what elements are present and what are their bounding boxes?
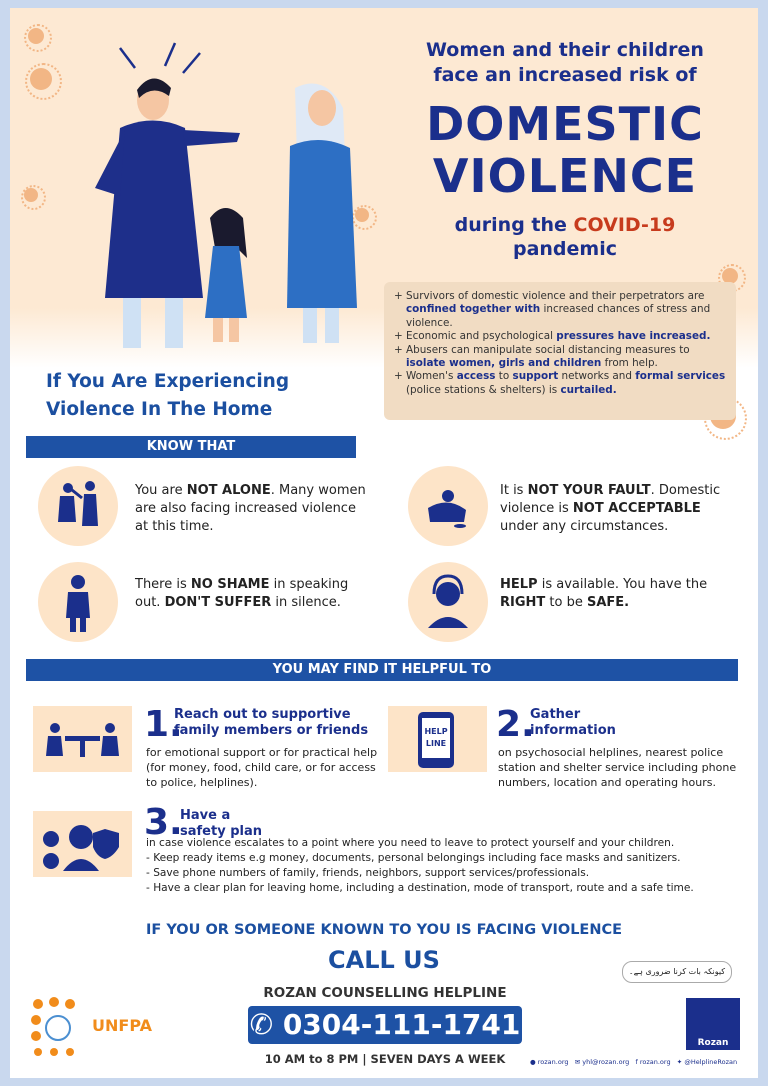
step-number: 2. <box>496 704 535 745</box>
people-at-table-icon <box>33 706 132 772</box>
icon-circle <box>408 466 488 546</box>
facing-violence-heading: IF YOU OR SOMEONE KNOWN TO YOU IS FACING VIOLENCE <box>145 922 623 938</box>
fact-item: + Women's access to support networks and formal services (police stations & shelters) is curtailed. <box>394 370 728 397</box>
headline-main: DOMESTIC VIOLENCE <box>426 97 704 203</box>
masked-people-icon <box>33 811 132 877</box>
step-body: on psychosocial helplines, nearest police station and shelter service including phone numbers, location and operating hours. <box>498 746 737 789</box>
step-number: 1. <box>144 704 183 745</box>
icon-square <box>33 706 132 772</box>
step-title: Have a safety plan <box>180 808 262 839</box>
fact-item: + Abusers can manipulate social distancing measures to isolate women, girls and children from help. <box>394 344 728 371</box>
know-that-bar: KNOW THAT <box>26 436 356 458</box>
icon-circle <box>38 466 118 546</box>
headline-intro: Women and their children face an increased risk of <box>426 39 704 86</box>
know-item-help: HELP is available. You have the RIGHT to be SAFE. <box>500 577 708 610</box>
help-sign-line2: LINE <box>425 739 447 748</box>
email-icon: ✉ <box>574 1058 581 1066</box>
headline-context: during the COVID-19 pandemic <box>454 214 676 260</box>
step-number: 3. <box>144 802 183 843</box>
contact-links <box>530 1058 737 1066</box>
phone-icon: ✆ <box>249 1008 274 1041</box>
section-heading: If You Are Experiencing Violence In The Home <box>46 371 290 420</box>
fact-item: + Survivors of domestic violence and their perpetrators are confined together with increased chances of stress and violence. <box>394 290 728 330</box>
facts-box <box>384 282 736 420</box>
icon-square <box>388 706 487 772</box>
contact-twitter[interactable]: @HelplineRozan <box>684 1058 738 1066</box>
ashamed-person-icon <box>38 562 118 642</box>
couple-fighting-icon <box>38 466 118 546</box>
contact-email[interactable]: yhl@rozan.org <box>582 1058 630 1066</box>
helpline-phone-number[interactable]: ✆ 0304-111-1741 <box>248 1006 522 1044</box>
plan-item: - Keep ready items e.g money, documents, personal belongings including face masks and sanitizers. <box>146 852 681 864</box>
step-title: Reach out to supportive family members or friends <box>174 707 369 738</box>
fact-item: + Economic and psychological pressures have increased. <box>394 330 728 343</box>
know-item-fault: It is NOT YOUR FAULT. Domestic violence is NOT ACCEPTABLE under any circumstances. <box>500 483 721 534</box>
helpline-phone-icon <box>388 706 487 772</box>
call-us-heading: CALL US <box>328 946 440 974</box>
know-item-alone: You are NOT ALONE. Many women are also facing increased violence at this time. <box>135 483 366 534</box>
plan-item: - Have a clear plan for leaving home, including a destination, mode of transport, route and a safe time. <box>146 882 694 894</box>
helpline-hours: 10 AM to 8 PM | SEVEN DAYS A WEEK <box>264 1052 506 1066</box>
plan-item: in case violence escalates to a point where you need to leave to protect yourself and your children. <box>146 837 675 849</box>
unfpa-label: UNFPA <box>92 1016 152 1035</box>
facebook-icon: f <box>635 1058 638 1066</box>
web-icon: ● <box>530 1058 536 1066</box>
icon-circle <box>38 562 118 642</box>
know-item-shame: There is NO SHAME in speaking out. DON'T SUFFER in silence. <box>135 577 349 610</box>
contact-facebook[interactable]: rozan.org <box>639 1058 671 1066</box>
step-body: for emotional support or for practical help (for money, food, child care, or for access to police, helplines). <box>146 746 378 789</box>
urdu-tagline: کیونکہ بات کرنا ضروری ہے۔ <box>622 961 732 983</box>
icon-square <box>33 811 132 877</box>
step-title: Gather information <box>530 707 616 738</box>
twitter-icon: ✦ <box>676 1058 683 1066</box>
contact-website[interactable]: rozan.org <box>537 1058 569 1066</box>
crying-person-icon <box>408 466 488 546</box>
rozan-label: Rozan <box>697 1038 729 1048</box>
unfpa-logo-icon <box>30 996 90 1056</box>
helpline-name: ROZAN COUNSELLING HELPLINE <box>263 985 507 1001</box>
plan-item: - Save phone numbers of family, friends, neighbors, support services/professionals. <box>146 867 590 879</box>
safety-plan-list <box>146 836 746 896</box>
help-sign-line1: HELP <box>424 727 448 736</box>
poster <box>10 8 758 1078</box>
helpful-bar: YOU MAY FIND IT HELPFUL TO <box>26 659 738 681</box>
family-illustration <box>25 18 365 348</box>
helpline-operator-icon <box>408 562 488 642</box>
icon-circle <box>408 562 488 642</box>
